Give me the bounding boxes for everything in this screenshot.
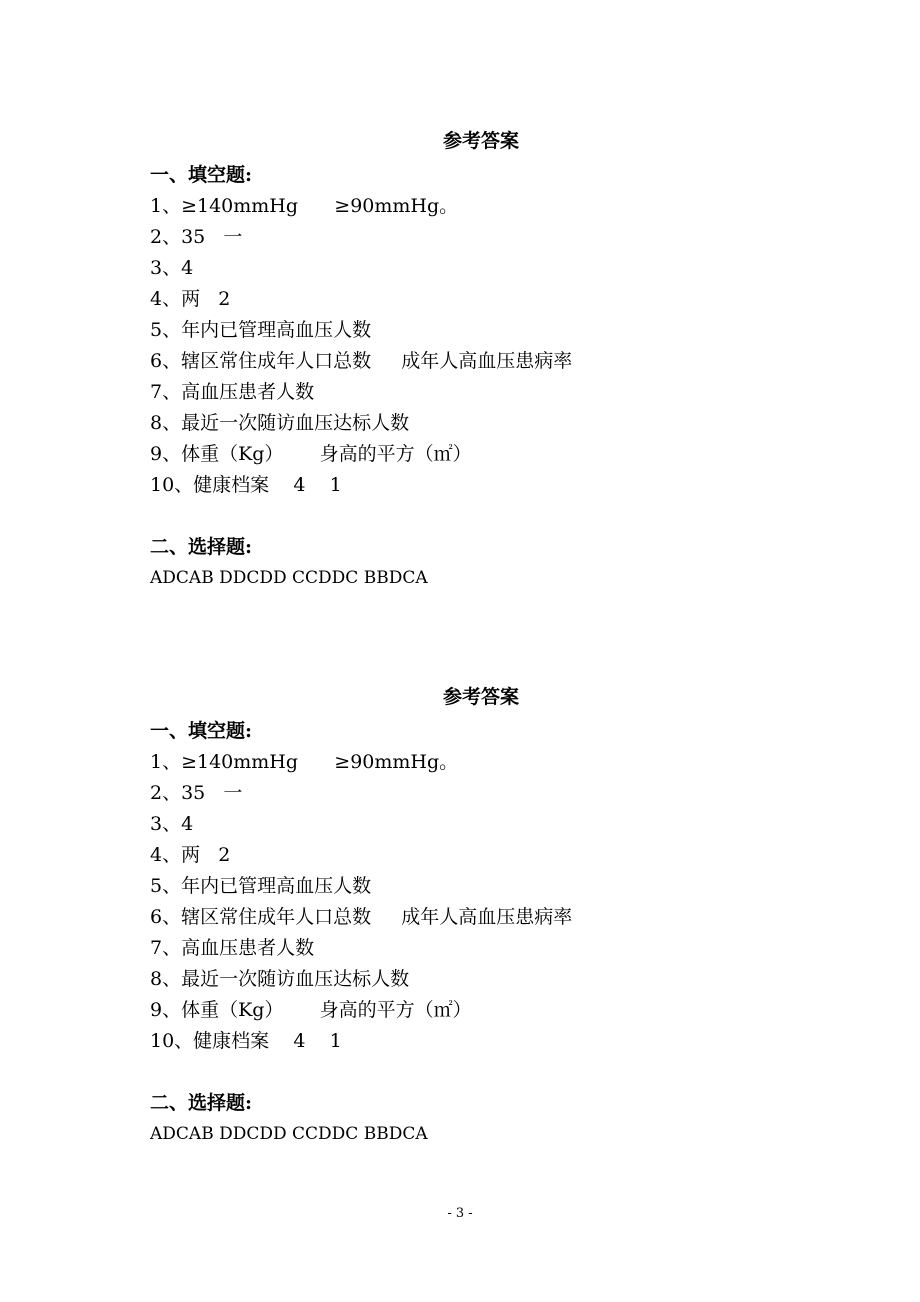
choice-heading: 二、选择题: [150,536,253,558]
fill-in-answer-4: 4、两 2 [150,844,231,866]
fill-in-answer-5: 5、年内已管理高血压人数 [150,319,372,341]
fill-in-answer-2: 2、35 一 [150,782,243,804]
fill-in-answer-4: 4、两 2 [150,288,231,310]
choice-heading: 二、选择题: [150,1092,253,1114]
fill-in-answer-10: 10、健康档案 4 1 [150,1030,342,1052]
fill-in-answer-1: 1、≥140mmHg ≥90mmHg。 [150,195,459,217]
fill-in-answer-6: 6、辖区常住成年人口总数 成年人高血压患病率 [150,906,573,928]
fill-in-answer-3: 3、4 [150,813,194,835]
fill-in-answer-3: 3、4 [150,257,194,279]
fill-in-heading: 一、填空题: [150,720,253,742]
spacer [150,1057,850,1088]
choice-answers: ADCAB DDCDD CCDDC BBDCA [150,1124,428,1144]
fill-in-answer-9: 9、体重（Kg） 身高的平方（㎡） [150,999,472,1021]
answer-block-2 [150,678,850,1150]
fill-in-answer-8: 8、最近一次随访血压达标人数 [150,968,410,990]
fill-in-answer-2: 2、35 一 [150,226,243,248]
fill-in-answer-8: 8、最近一次随访血压达标人数 [150,412,410,434]
fill-in-answer-10: 10、健康档案 4 1 [150,474,342,496]
fill-in-answer-1: 1、≥140mmHg ≥90mmHg。 [150,751,459,773]
fill-in-answer-5: 5、年内已管理高血压人数 [150,875,372,897]
choice-answers: ADCAB DDCDD CCDDC BBDCA [150,568,428,588]
answer-block-1 [150,122,850,594]
fill-in-answer-6: 6、辖区常住成年人口总数 成年人高血压患病率 [150,350,573,372]
page-number: - 3 - [447,1206,473,1221]
answer-title: 参考答案 [443,130,520,152]
fill-in-answer-7: 7、高血压患者人数 [150,937,315,959]
fill-in-answer-7: 7、高血压患者人数 [150,381,315,403]
answer-title: 参考答案 [443,686,520,708]
spacer [150,501,850,532]
fill-in-heading: 一、填空题: [150,164,253,186]
fill-in-answer-9: 9、体重（Kg） 身高的平方（㎡） [150,443,472,465]
